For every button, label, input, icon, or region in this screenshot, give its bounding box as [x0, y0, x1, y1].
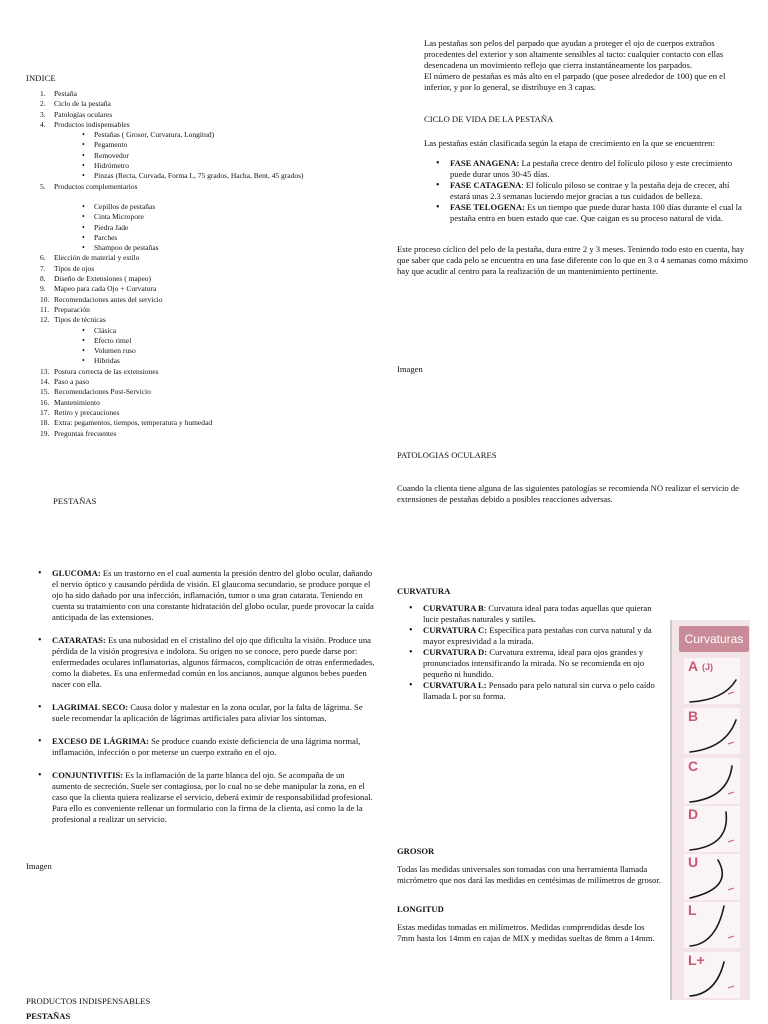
index-number: 18.: [40, 418, 50, 428]
index-item: [40, 284, 370, 294]
intro-paragraph: [424, 38, 746, 93]
pathology-item-text: Se produce cuando existe deficiencia de una lágrima normal, inflamación, infección o por meterse un cuerpo extraño en el ojo.: [52, 736, 361, 757]
index-label: Recomendaciones Post-Servicio: [54, 387, 151, 397]
curvatura-letter: C: [688, 758, 699, 774]
pathology-item-term: EXCESO DE LÁGRIMA:: [52, 736, 149, 746]
lash-curve-icon: [684, 902, 740, 948]
index-number: 8.: [40, 274, 46, 284]
index-label: Mapeo para cada Ojo + Curvatura: [54, 284, 157, 294]
curvatura-item-text: Pensado para pelo natural sin curva o pelo caído llamada L por su forma.: [423, 680, 655, 701]
image-placeholder-right: Imagen: [397, 364, 423, 374]
ciclo-heading: CICLO DE VIDA DE LA PESTAÑA: [424, 114, 554, 124]
index-subitem: • Pestañas ( Grosor, Curvatura, Longitud): [40, 130, 370, 140]
productos-heading: PRODUCTOS INDISPENSABLES: [26, 996, 151, 1006]
index-item: [40, 408, 370, 418]
lash-curve-icon: [684, 758, 740, 804]
ciclo-outro: Este proceso cíclico del pelo de la pestaña, dura entre 2 y 3 meses. Teniendo todo esto en cuenta, hay que saber que cada pelo se encuentra en una fase diferente con lo que en 3 o 4 semanas como máximo hay que acudir al centro para la realización de un mantenimiento pertinente.: [397, 244, 748, 276]
pestanas-bold-heading: PESTAÑAS: [26, 1011, 71, 1021]
index-label: Postura correcta de las extensiones: [54, 366, 159, 376]
index-item: [40, 274, 370, 284]
index-item: [40, 367, 370, 377]
lash-curve-icon: [684, 658, 740, 704]
index-sublist: [40, 326, 370, 367]
intro-text: Las pestañas son pelos del parpado que ayudan a proteger el ojo de cuerpos extraños procedentes del exterior y son altamente sensibles al tacto: cualquier contacto con ellas desencadena un movimiento reflejo que cierra instantáneamente los parpados.: [424, 38, 724, 70]
index-number: 15.: [40, 387, 50, 397]
index-label: Elección de material y estilo: [54, 253, 140, 263]
index-item: [40, 295, 370, 305]
index-number: 16.: [40, 397, 50, 407]
phase-item-text: : El folículo piloso se contrae y la pestaña deja de crecer, ahí estará unas 2.3 semanas luciendo mejor gracias a tus cuidados de belleza.: [450, 180, 730, 201]
phase-item: [428, 202, 746, 224]
pathology-item-text: Es la inflamación de la parte blanca del ojo. Se acompaña de un aumento de secreción. Suele ser contagiosa, por lo cual no se debe manipular la zona, en el caso que la clienta quiera realizarse el servicio, deberá eximir de responsabilidad profesional. Para ello es conveniente rellenar un formulario con la firma de la clienta, así como la de la profesional a realizar un servicio.: [52, 770, 373, 824]
curvatura-item-text: : Curvatura ideal para todas aquellas que quieran lucir pestañas naturales y sutiles.: [423, 603, 652, 624]
curvatura-item: [401, 647, 663, 680]
curvatura-item: [401, 625, 663, 647]
curvatura-card: [684, 806, 740, 852]
index-number: 19.: [40, 428, 50, 438]
pathology-item: [30, 702, 375, 724]
index-subitem: • Efecto rimel: [40, 336, 370, 346]
pathology-item-text: Es una nubosidad en el cristalino del ojo que dificulta la visión. Produce una pérdida de la visión progresiva e indolora. Su origen no se conoce, pero puede darse por: enfermedades oculares inflamatorias, algunos fármacos, complicación de otras enfermedades, como la diabetes. Es una enfermedad común en los ancianos, aunque algunos bebes pueden nacer con ella.: [52, 635, 375, 689]
index-item: [40, 398, 370, 408]
index-label: Productos complementarios: [54, 181, 138, 191]
index-subitem: • Piedra Jade: [40, 223, 370, 233]
index-number: 4.: [40, 119, 46, 129]
curvaturas-image: [670, 620, 750, 1000]
lash-curve-icon: [684, 854, 740, 900]
index-number: 17.: [40, 407, 50, 417]
index-number: 10.: [40, 294, 50, 304]
curvatura-item-term: CURVATURA D:: [423, 647, 488, 657]
index-number: 6.: [40, 253, 46, 263]
curvatura-card: [684, 658, 740, 704]
pathology-item-text: Es un trastorno en el cual aumenta la presión dentro del globo ocular, dañando el nervio óptico y causando pérdida de visión. El glaucoma secundario, se produce porque el ojo ha sido dañado por una infección, inflamación, tumor o una gran catarata. Teniendo en cuenta su tratamiento con una constante hidratación del globo ocular, puede provocar la caída anticipada de las extensiones.: [52, 568, 374, 622]
index-label: Extra: pegamentos, tiempos, temperatura y humedad: [54, 418, 213, 428]
curvatura-card: [684, 902, 740, 948]
grosor-text: Todas las medidas universales son tomadas con una herramienta llamada micrómetro que nos dará las medidas en centésimas de milímetros de grosor.: [397, 864, 661, 885]
lash-curve-icon: [684, 952, 740, 998]
pestanas-heading: PESTAÑAS: [53, 496, 97, 506]
curvatura-item-term: CURVATURA L:: [423, 680, 487, 690]
index-number: 9.: [40, 284, 46, 294]
index-subitem: • Removedor: [40, 151, 370, 161]
index-item: [40, 89, 370, 99]
index-subitem: • Shampoo de pestañas: [40, 243, 370, 253]
index-item: [40, 377, 370, 387]
index-label: Preguntas frecuentes: [54, 428, 117, 438]
index-subitem: • Cinta Micropore: [40, 212, 370, 222]
index-number: 2.: [40, 99, 46, 109]
index-subitem: • Clásica: [40, 326, 370, 336]
pathology-item-term: CATARATAS:: [52, 635, 106, 645]
index-label: Paso a paso: [54, 377, 89, 387]
index-number: 13.: [40, 366, 50, 376]
index-item: [40, 110, 370, 120]
pathology-item: [30, 635, 375, 690]
index-item: [40, 418, 370, 428]
patologias-heading: PATOLOGIAS OCULARES: [397, 450, 497, 460]
curvatura-letter: U: [688, 854, 699, 870]
index-item: [40, 315, 370, 325]
curvatura-letter: A: [688, 658, 699, 674]
image-placeholder-left: Imagen: [26, 861, 52, 871]
index-label: Tipos de técnicas: [54, 315, 106, 325]
index-subitem: • Parches: [40, 233, 370, 243]
index-item: [40, 264, 370, 274]
index-label: Retiro y precauciones: [54, 407, 120, 417]
lash-curve-icon: [684, 708, 740, 754]
curvatura-card: [684, 758, 740, 804]
curvatura-heading: CURVATURA: [397, 586, 451, 596]
index-subitem: [40, 192, 370, 202]
pathology-item: [30, 568, 375, 623]
pathology-list: [30, 568, 375, 837]
curvatura-item-term: CURVATURA B: [423, 603, 484, 613]
pathology-item: [30, 770, 375, 825]
curvatura-item: [401, 680, 663, 702]
index-number: 14.: [40, 377, 50, 387]
pathology-item-term: LAGRIMAL SECO:: [52, 702, 129, 712]
curvatura-letter: L+: [688, 952, 705, 968]
curvatura-list: [401, 603, 663, 702]
index-label: Patologías oculares: [54, 109, 113, 119]
index-number: 7.: [40, 263, 46, 273]
index-item: [40, 253, 370, 263]
curvatura-letter: D: [688, 806, 699, 822]
pathology-item-term: CONJUNTIVITIS:: [52, 770, 124, 780]
index-subitem: • Hidrómetro: [40, 161, 370, 171]
longitud-heading: LONGITUD: [397, 904, 444, 914]
index-label: Mantenimiento: [54, 397, 100, 407]
index-label: Recomendaciones antes del servicio: [54, 294, 163, 304]
index-sublist: [40, 192, 370, 253]
longitud-text: Estas medidas tomadas en milímetros. Medidas comprendidas desde los 7mm hasta los 14mm en cajas de MIX y medidas sueltas de 8mm a 14mm.: [397, 922, 655, 943]
phase-item-term: FASE CATAGENA: [450, 180, 522, 190]
patologias-text: Cuando la clienta tiene alguna de las siguientes patologías se recomienda NO realizar el servicio de extensiones de pestañas debido a posibles reacciones adversas.: [397, 483, 739, 504]
curvaturas-title: Curvaturas: [679, 626, 749, 652]
curvatura-card: [684, 854, 740, 900]
curvatura-a-suffix: (J): [702, 662, 713, 672]
index-sublist: [40, 130, 370, 181]
pathology-item: [30, 736, 375, 758]
index-label: Ciclo de la pestaña: [54, 99, 111, 109]
phase-item: [428, 158, 746, 180]
index-number: 3.: [40, 109, 46, 119]
index-list: [40, 89, 370, 439]
index-number: 11.: [40, 304, 50, 314]
index-title: INDICE: [26, 73, 56, 83]
index-item: [40, 99, 370, 109]
index-subitem: • Pegamento: [40, 140, 370, 150]
index-label: Pestaña: [54, 89, 77, 98]
curvatura-item-text: Curvatura extrema, ideal para ojos grandes y pronunciados intensificando la mirada. No se recomienda en ojo pequeño ni hundido.: [423, 647, 645, 679]
index-item: [40, 387, 370, 397]
phase-item-text: La pestaña crece dentro del folículo piloso y este crecimiento puede durar unos 30-45 días.: [450, 158, 733, 179]
curvatura-letter: B: [688, 708, 699, 724]
index-label: Productos indispensables: [54, 119, 130, 129]
phase-item-term: FASE TELOGENA:: [450, 202, 525, 212]
index-item: [40, 120, 370, 130]
pathology-item-term: GLUCOMA:: [52, 568, 101, 578]
phase-item: [428, 180, 746, 202]
index-number: 1.: [40, 89, 46, 98]
index-subitem: • Pinzas (Recta, Curvada, Forma L, 75 grados, Hacha, Bent, 45 grados): [40, 171, 370, 181]
index-label: Preparación: [54, 304, 90, 314]
index-subitem: • Volumen ruso: [40, 346, 370, 356]
ciclo-intro: Las pestañas están clasificada según la etapa de crecimiento en la que se encuentren:: [424, 138, 715, 148]
curvatura-card: [684, 952, 740, 998]
phase-item-term: FASE ANAGENA:: [450, 158, 520, 168]
grosor-heading: GROSOR: [397, 846, 435, 856]
index-number: 12.: [40, 315, 50, 325]
index-number: 5.: [40, 181, 46, 191]
index-label: Diseño de Extensiones ( mapeo): [54, 274, 152, 284]
index-subitem: • Cepillos de pestañas: [40, 202, 370, 212]
curvatura-item-text: Específica para pestañas con curva natural y da mayor expresividad a la mirada.: [423, 625, 652, 646]
index-item: [40, 305, 370, 315]
curvatura-card: [684, 708, 740, 754]
index-subitem: • Híbridas: [40, 356, 370, 366]
curvatura-letter: L: [688, 902, 697, 918]
pathology-item-text: Causa dolor y malestar en la zona ocular, por la falta de lágrima. Se suele recomendar la aplicación de lágrimas artificiales para aliviar los síntomas.: [52, 702, 363, 723]
index-label: Tipos de ojos: [54, 263, 95, 273]
phase-list: [428, 158, 746, 224]
index-item: [40, 182, 370, 192]
lash-curve-icon: [684, 806, 740, 852]
index-item: [40, 429, 370, 439]
intro-text-2: El número de pestañas es más alto en el parpado (que posee alrededor de 100) que en el inferior, y por lo general, se distribuye en 3 capas.: [424, 71, 726, 92]
curvatura-item: [401, 603, 663, 625]
phase-item-text: Es un tiempo que puede durar hasta 100 días durante el cual la pestaña entra en buen estado que cae. Que caigan es su proceso natural de vida.: [450, 202, 742, 223]
curvatura-item-term: CURVATURA C:: [423, 625, 488, 635]
